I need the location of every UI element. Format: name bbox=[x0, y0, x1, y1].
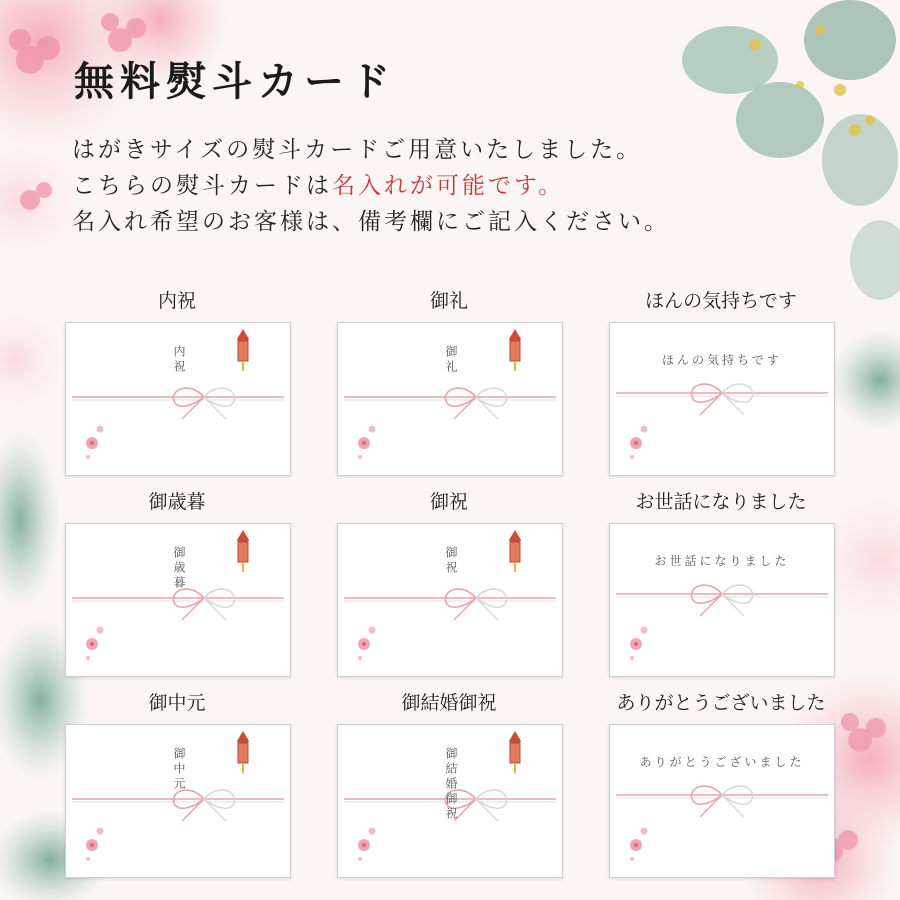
plum-bud-icon bbox=[641, 828, 648, 835]
card-caption: 御祝 bbox=[429, 491, 468, 513]
card-decoration bbox=[610, 323, 834, 475]
plum-blossom-center bbox=[362, 441, 366, 445]
plum-bud-icon bbox=[86, 857, 90, 861]
card-caption: 御結婚御祝 bbox=[401, 692, 497, 714]
noshi-card bbox=[609, 322, 835, 476]
plum-blossom-center bbox=[90, 642, 94, 646]
noshi-card bbox=[65, 724, 291, 878]
card-inscription: 内祝 bbox=[172, 345, 186, 375]
noshi-card bbox=[65, 322, 291, 476]
plum-bud-icon bbox=[369, 828, 376, 835]
card-caption: ありがとうございました bbox=[616, 692, 826, 714]
plum-bud-icon bbox=[86, 455, 90, 459]
noshi-card bbox=[65, 523, 291, 677]
noshi-card bbox=[337, 523, 563, 677]
plum-blossom-center bbox=[362, 843, 366, 847]
noshi-card bbox=[337, 724, 563, 878]
noshi-ornament-body bbox=[238, 743, 248, 763]
card-decoration bbox=[610, 725, 834, 877]
plum-blossom-center bbox=[362, 642, 366, 646]
card-inscription: ありがとうございました bbox=[639, 755, 805, 769]
plum-blossom-center bbox=[90, 441, 94, 445]
intro-line-1: はがきサイズの熨斗カードご用意いたしました。 bbox=[72, 137, 643, 163]
page-title: 無料熨斗カード bbox=[74, 58, 396, 105]
card-inscription: ほんの気持ちです bbox=[662, 353, 782, 367]
plum-bud-icon bbox=[641, 426, 648, 433]
noshi-ornament-body bbox=[510, 341, 520, 361]
card-inscription: 御歳暮 bbox=[172, 546, 186, 591]
card-inscription: 御祝 bbox=[444, 546, 458, 576]
card-caption: 御歳暮 bbox=[148, 491, 206, 513]
card-inscription: 御礼 bbox=[444, 345, 458, 375]
plum-blossom-center bbox=[634, 642, 638, 646]
noshi-card bbox=[337, 322, 563, 476]
plum-bud-icon bbox=[358, 857, 362, 861]
plum-bud-icon bbox=[97, 627, 104, 634]
card-caption: 内祝 bbox=[157, 290, 196, 312]
card-inscription: 御結婚御祝 bbox=[444, 747, 458, 822]
plum-bud-icon bbox=[358, 656, 362, 660]
intro-text bbox=[72, 132, 872, 240]
card-inscription: 御中元 bbox=[172, 747, 186, 792]
noshi-ornament-body bbox=[510, 542, 520, 562]
plum-bud-icon bbox=[641, 627, 648, 634]
plum-bud-icon bbox=[86, 656, 90, 660]
card-caption: 御中元 bbox=[148, 692, 206, 714]
noshi-ornament-body bbox=[238, 542, 248, 562]
intro-line-2 bbox=[72, 168, 872, 204]
plum-bud-icon bbox=[369, 426, 376, 433]
plum-bud-icon bbox=[630, 857, 634, 861]
plum-bud-icon bbox=[97, 828, 104, 835]
plum-blossom-center bbox=[634, 843, 638, 847]
noshi-card bbox=[609, 523, 835, 677]
card-caption: お世話になりました bbox=[635, 491, 807, 513]
card-caption: ほんの気持ちです bbox=[645, 290, 797, 312]
noshi-card bbox=[609, 724, 835, 878]
plum-blossom-center bbox=[634, 441, 638, 445]
plum-bud-icon bbox=[630, 455, 634, 459]
card-caption: 御礼 bbox=[429, 290, 468, 312]
plum-bud-icon bbox=[369, 627, 376, 634]
plum-bud-icon bbox=[630, 656, 634, 660]
plum-blossom-center bbox=[90, 843, 94, 847]
plum-bud-icon bbox=[97, 426, 104, 433]
plum-bud-icon bbox=[358, 455, 362, 459]
card-inscription: お世話になりました bbox=[654, 554, 790, 568]
card-decoration bbox=[610, 524, 834, 676]
noshi-ornament-body bbox=[238, 341, 248, 361]
intro-line-2-pre: こちらの熨斗カードは bbox=[72, 173, 332, 199]
intro-line-2-highlight: 名入れが可能です。 bbox=[332, 173, 565, 199]
intro-line-3: 名入れ希望のお客様は、備考欄にご記入ください。 bbox=[72, 209, 670, 235]
noshi-ornament-body bbox=[510, 743, 520, 763]
